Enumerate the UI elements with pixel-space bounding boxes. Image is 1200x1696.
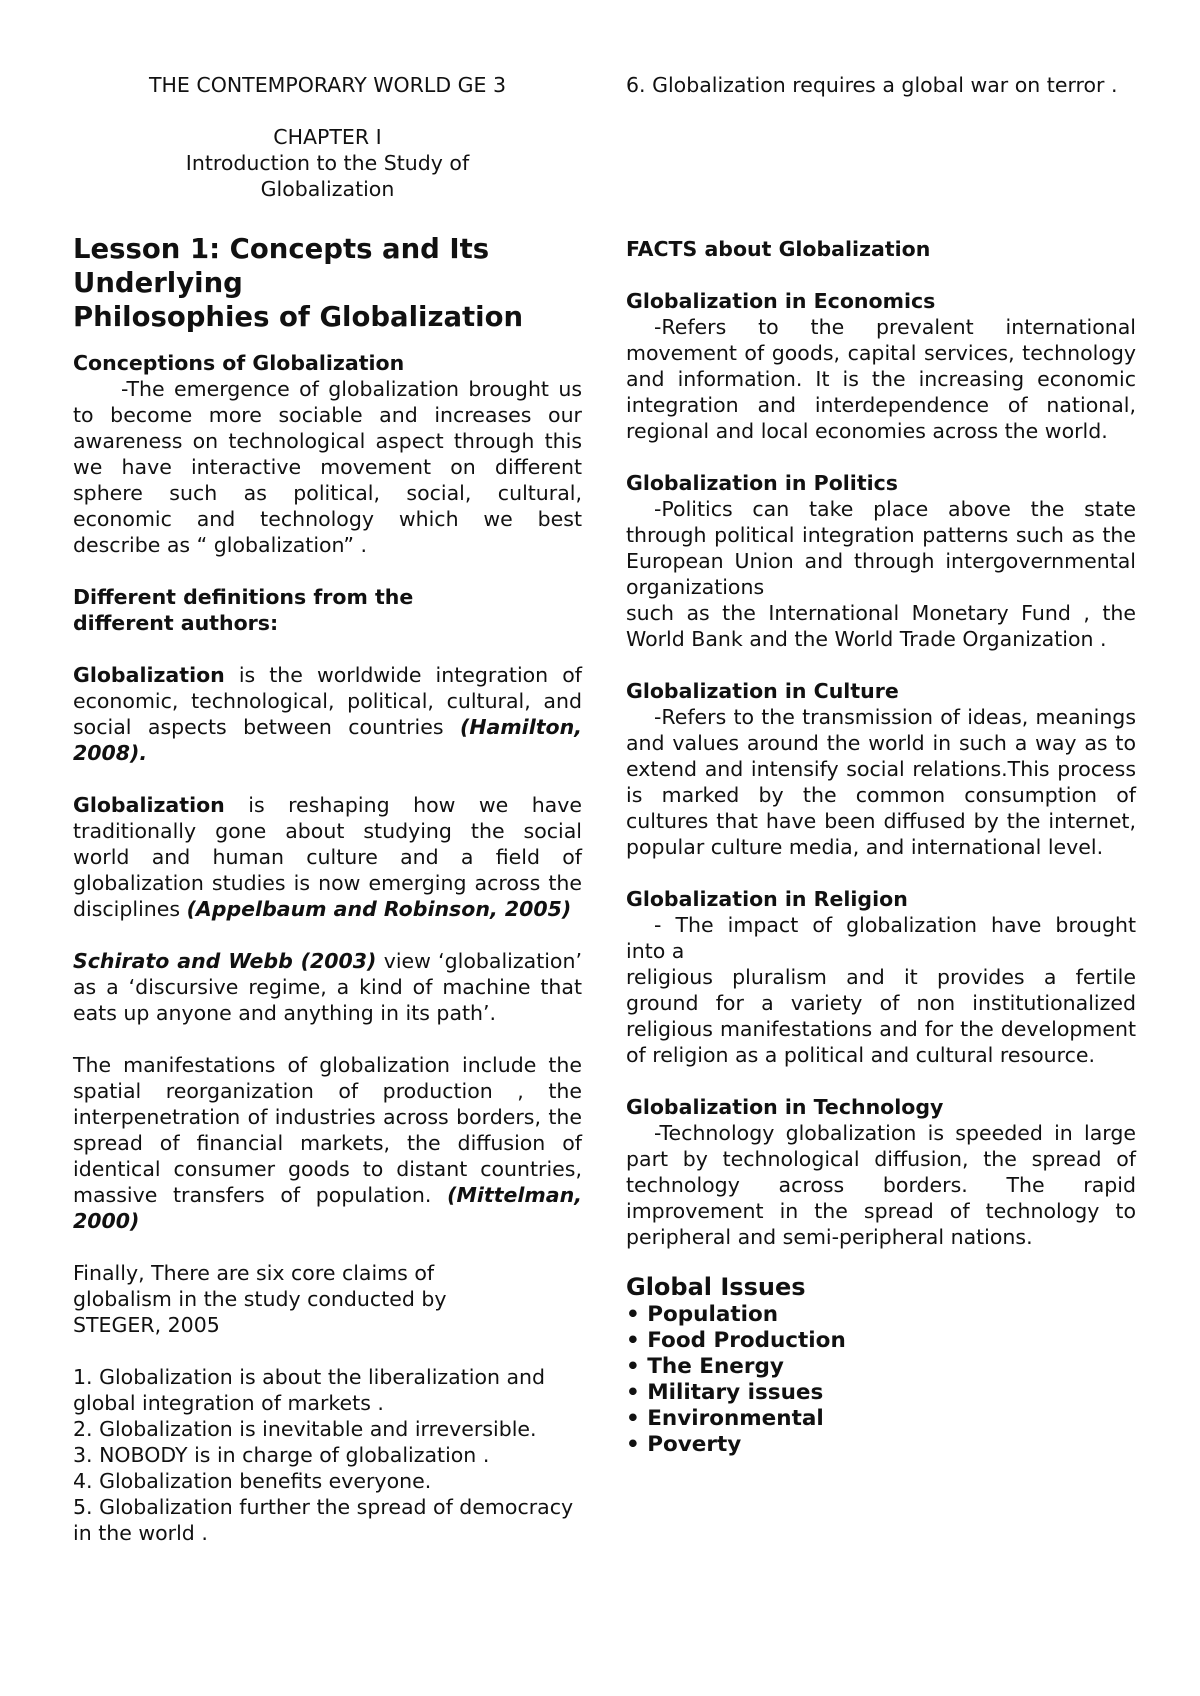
list-item: • Environmental [626, 1406, 824, 1431]
manifest-citation: (Mittelman, 2000) [73, 1183, 582, 1233]
economics-heading: Globalization in Economics [626, 289, 936, 313]
definition-schirato [73, 948, 582, 1026]
religion-heading: Globalization in Religion [626, 887, 908, 911]
chapter-number: CHAPTER I [273, 125, 382, 149]
definitions-heading-line1: Different definitions from the [73, 585, 414, 609]
claims-intro-line1: Finally, There are six core claims of [73, 1261, 435, 1285]
politics-body-2: such as the International Monetary Fund , the World Bank and the World Trade Organization . [626, 601, 1136, 651]
culture-heading: Globalization in Culture [626, 679, 899, 703]
claims-intro-line2: globalism in the study conducted by [73, 1287, 447, 1311]
def3-body: view ‘globalization’ as a ‘discursive regime, a kind of machine that eats up anyone and anything in its path’. [73, 949, 582, 1025]
manifestations-paragraph [73, 1052, 582, 1234]
global-issues-list [626, 1302, 1136, 1458]
claims-intro-line3: STEGER, 2005 [73, 1313, 220, 1337]
lesson-title-line3: Philosophies of Globalization [73, 301, 524, 333]
conceptions-heading: Conceptions of Globalization [73, 351, 405, 375]
claim-item: 1. Globalization is about the liberalization and global integration of markets . [73, 1365, 546, 1415]
facts-heading: FACTS about Globalization [626, 237, 931, 261]
list-item: • The Energy [626, 1354, 784, 1379]
claim-item: 3. NOBODY is in charge of globalization . [73, 1443, 490, 1467]
global-issues-heading: Global Issues [626, 1273, 806, 1301]
course-title: THE CONTEMPORARY WORLD GE 3 [148, 73, 507, 97]
politics-heading: Globalization in Politics [626, 471, 899, 495]
list-item: • Poverty [626, 1432, 742, 1457]
list-item: • Military issues [626, 1380, 824, 1405]
chapter-title-line1: Introduction to the Study of [185, 151, 470, 175]
religion-body-2: religious pluralism and it provides a fertile ground for a variety of non institutionalized religious manifestations and for the development of religion as a political and cultural resource. [626, 965, 1136, 1067]
claim-item-6: 6. Globalization requires a global war on terror . [626, 73, 1118, 97]
list-item: • Population [626, 1302, 779, 1327]
def2-citation: (Appelbaum and Robinson, 2005) [186, 897, 572, 921]
lesson-title-line1: Lesson 1: Concepts and Its [73, 233, 490, 265]
chapter-title-line2: Globalization [260, 177, 395, 201]
definition-hamilton [73, 662, 582, 766]
def1-citation: (Hamilton, 2008). [73, 715, 582, 765]
technology-body: -Technology globalization is speeded in large part by technological diffusion, the spread of technology across borders. The rapid improvement in the spread of technology to peripheral and semi-peripheral nations. [626, 1121, 1136, 1249]
claim-item: 2. Globalization is inevitable and irreversible. [73, 1417, 537, 1441]
left-column [73, 72, 582, 1546]
definitions-heading-line2: different authors: [73, 611, 279, 635]
manifest-body: The manifestations of globalization include the spatial reorganization of production , the interpenetration of industries across borders, the spread of financial markets, the diffusion of identical consumer goods to distant countries, massive transfers of population. [73, 1053, 582, 1207]
economics-body: -Refers to the prevalent international movement of goods, capital services, technology and information. It is the increasing economic integration and interdependence of national, regional and local economies across the world. [626, 315, 1136, 443]
def3-citation: Schirato and Webb (2003) [73, 949, 377, 973]
technology-heading: Globalization in Technology [626, 1095, 944, 1119]
lesson-title-line2: Underlying [73, 267, 243, 299]
politics-body-1: -Politics can take place above the state through political integration patterns such as the European Union and through intergovernmental organizations [626, 497, 1136, 599]
conceptions-body: -The emergence of globalization brought us to become more sociable and increases our awareness on technological aspect through this we have interactive movement on different sphere such as political, social, cultural, economic and technology which we best describe as “ globalization” . [73, 377, 582, 557]
def2-body: is reshaping how we have traditionally gone about studying the social world and human culture and a field of globalization studies is now emerging across the disciplines [73, 793, 582, 921]
list-item: • Food Production [626, 1328, 846, 1353]
definition-appelbaum [73, 792, 582, 922]
def1-term: Globalization [73, 663, 225, 687]
right-column [626, 72, 1136, 1458]
def1-body: is the worldwide integration of economic, technological, political, cultural, and social aspects between countries [73, 663, 582, 739]
religion-body-1: - The impact of globalization have brought into a [626, 913, 1136, 963]
def2-term: Globalization [73, 793, 225, 817]
culture-body: -Refers to the transmission of ideas, meanings and values around the world in such a way as to extend and intensify social relations.This process is marked by the common consumption of cultures that have been diffused by the internet, popular culture media, and international level. [626, 705, 1136, 859]
claim-item: 5. Globalization further the spread of democracy in the world . [73, 1495, 574, 1545]
claim-item: 4. Globalization benefits everyone. [73, 1469, 432, 1493]
